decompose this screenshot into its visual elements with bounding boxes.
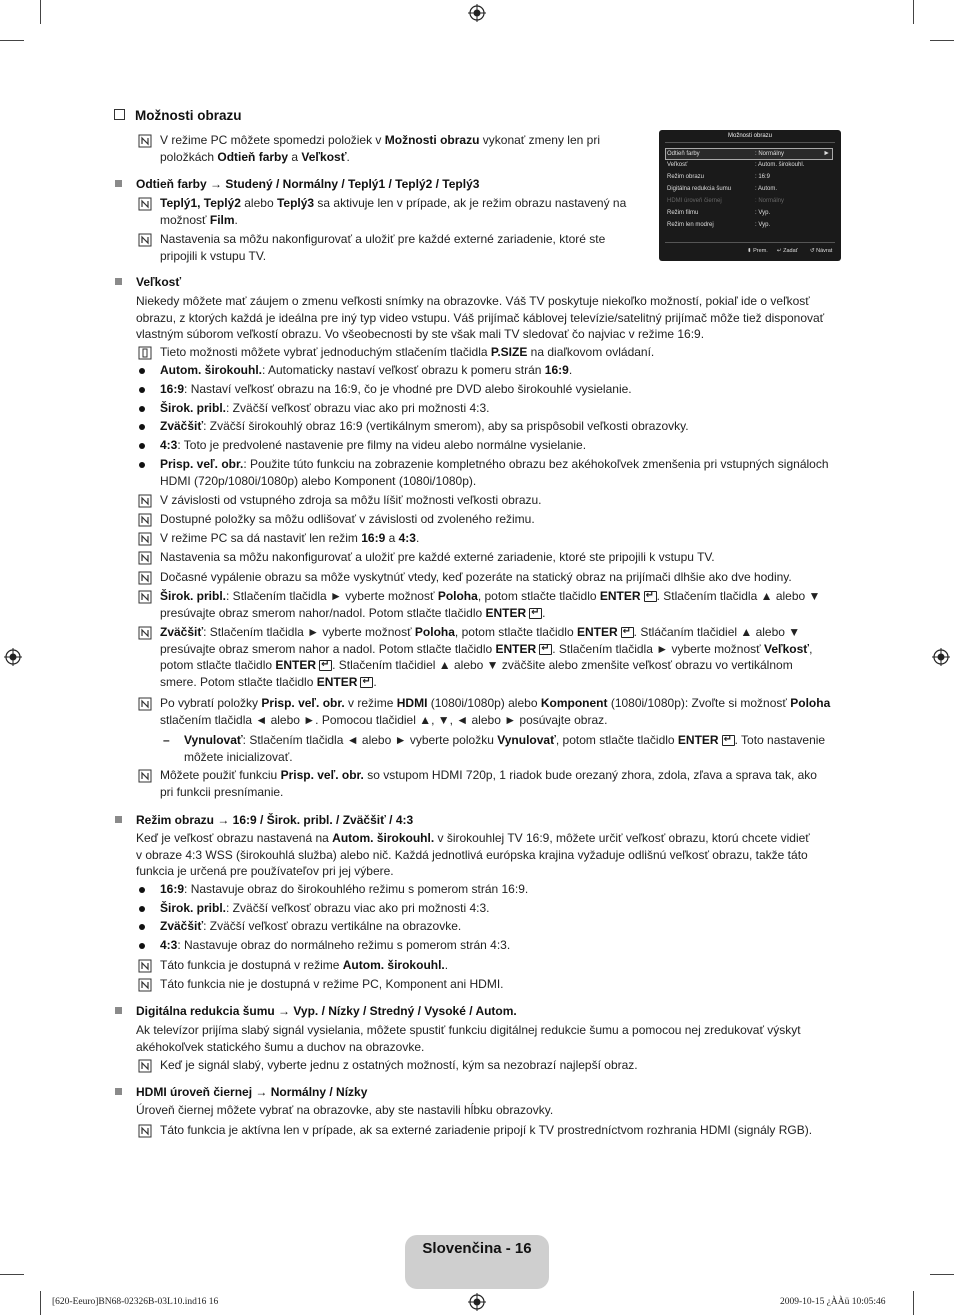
bullet-icon [139, 906, 145, 912]
menu-row-mode[interactable]: Režim obrazu : 16:9 [667, 174, 771, 180]
square-bullet-icon [115, 1007, 122, 1014]
square-bullet-icon [115, 1088, 122, 1095]
bullet-icon [139, 943, 145, 949]
size-bullet-3: Širok. pribl.: Zväčší veľkosť obrazu viac ako pri možnosti 4:3. [160, 401, 490, 415]
size-note-4: Nastavenia sa môžu nakonfigurovať a uložiť pre každé externé zariadenie, ktoré ste pripojili k vstupu TV. [160, 550, 715, 564]
size-remote-note: Tieto možnosti môžete vybrať jednoduchým stlačením tlačidla P.SIZE na diaľkovom ovládaní. [160, 345, 655, 359]
square-bullet-icon [115, 278, 122, 285]
mode-bullet-4: 4:3: Nastavuje obraz do normálneho režimu s pomerom strán 4:3. [160, 938, 511, 952]
mode-paragraph: Keď je veľkosť obrazu nastavená na Autom. širokouhl. v širokouhlej TV 16:9, môžete určiť veľkosť obrazu, ktorú chcete vidieť v obraze 4:3 WSS (širokouhlá služba) alebo nič. Každá jednotlivá európska krajina vyžaduje odlišnú veľkosť obrazu, takže táto funkcia je určená pre používateľov pri jej výbere. [136, 831, 810, 878]
print-file-info: [620-Eeuro]BN68-02326B-03L10.ind16 16 [52, 1297, 219, 1307]
size-note-8: Po vybratí položky Prisp. veľ. obr. v režime HDMI (1080i/1080p) alebo Komponent (1080i/1080p): Zvoľte si možnosť Poloha stlačením tlačidla ◄ alebo ►. Pomocou tlačidiel ▲, ▼, ◄ alebo ► posúvajte obraz. [160, 696, 831, 727]
crop-mark [40, 0, 41, 24]
enter-icon [621, 627, 634, 638]
mode-heading: Režim obrazu → 16:9 / Širok. pribl. / Zväčšiť / 4:3 [136, 813, 414, 827]
bullet-icon [139, 387, 145, 393]
hdmi-note-1: Táto funkcia je aktívna len v prípade, ak sa externé zariadenie pripojí k TV prostredníctvom rozhrania HDMI (signály RGB). [160, 1123, 813, 1137]
bullet-icon [139, 406, 145, 412]
crop-mark [0, 40, 24, 41]
note-icon [138, 197, 152, 211]
bullet-icon [139, 424, 145, 430]
size-note-3: V režime PC sa dá nastaviť len režim 16:9 a 4:3. [160, 531, 420, 545]
section-title: Možnosti obrazu [114, 108, 242, 125]
enter-icon [644, 591, 657, 602]
size-note-6: Širok. pribl.: Stlačením tlačidla ► vyberte možnosť Poloha, potom stlačte tlačidlo ENTER↵ . Stlačením tlačidla ▲ alebo ▼ presúvajte obraz smerom nahor/nadol. Potom stlačte tlačidlo ENTER↵ . [160, 588, 842, 621]
note-icon [138, 1124, 152, 1138]
enter-icon [539, 644, 552, 655]
noise-paragraph: Ak televízor prijíma slabý signál vysielania, môžete spustiť funkciu digitálnej redukcie šumu a pomocou nej zredukovať výskyt akéhokoľvek statického šumu a duchov na obrazovke. [136, 1023, 801, 1054]
note-icon [138, 571, 152, 585]
intro-note: V režime PC môžete spomedzi položiek v Možnosti obrazu vykonať zmeny len pri položkách Odtieň farby a Veľkosť. [160, 133, 600, 164]
note-icon [138, 959, 152, 973]
size-dash-item: Vynulovať: Stlačením tlačidla ◄ alebo ► vyberte položku Vynulovať, potom stlačte tlačidlo ENTER↵ . Toto nastavenie môžete inicializovať. [184, 732, 842, 765]
enter-icon: ↵ [777, 248, 782, 254]
note-icon [138, 233, 152, 247]
menu-row-hdmi: HDMI úroveň čiernej : Normálny [667, 198, 785, 204]
dash-bullet: – [163, 733, 170, 747]
remote-icon [138, 346, 152, 360]
note-icon [138, 532, 152, 546]
updown-icon: ⬍ [747, 248, 752, 254]
note-icon [138, 134, 152, 148]
note-icon [138, 1059, 152, 1073]
registration-mark-icon [4, 648, 22, 666]
size-note-9: Môžete použiť funkciu Prisp. veľ. obr. so vstupom HDMI 720p, 1 riadok bude orezaný zhora, zdola, zľava a sprava tak, ako pri funkcii presnímanie. [160, 768, 817, 799]
square-bullet-icon [115, 180, 122, 187]
registration-mark-icon [468, 4, 486, 22]
registration-mark-icon [932, 648, 950, 666]
note-icon [138, 513, 152, 527]
noise-note-1: Keď je signál slabý, vyberte jednu z ostatných možností, kým sa nezobrazí najlepší obraz. [160, 1058, 638, 1072]
tint-note-1: Teplý1, Teplý2 alebo Teplý3 sa aktivuje len v prípade, ak je režim obrazu nastavený na možnosť Film. [160, 196, 627, 227]
hdmi-paragraph: Úroveň čiernej môžete vybrať na obrazovke, aby ste nastavili hĺbku obrazovky. [136, 1103, 554, 1117]
crop-mark [930, 40, 954, 41]
size-paragraph: Niekedy môžete mať záujem o zmenu veľkosti snímky na obrazovke. Váš TV poskytuje niekoľko možností, pokiaľ ide o veľkosť obrazu, z ktorých každá je ideálna pre iný typ video vstupu. Váš prijímač káblovej televízie/satelitný prijímač môže tiež disponovať vlastným súborom veľkostí obrazu. Vo všeobecnosti by ste však mali TV sledovať čo najviac v režime 16:9. [136, 294, 825, 341]
note-icon [138, 590, 152, 604]
menu-row-tint[interactable]: Odtieň farby : Normálny ► [665, 148, 833, 160]
size-bullet-1: Autom. širokouhl.: Automaticky nastaví veľkosť obrazu k pomeru strán 16:9. [160, 363, 573, 377]
bullet-icon [139, 443, 145, 449]
note-icon [138, 551, 152, 565]
size-note-7: Zväčšiť: Stlačením tlačidla ► vyberte možnosť Poloha, potom stlačte tlačidlo ENTER↵ . Stláčaním tlačidiel ▲ alebo ▼ presúvajte obraz smerom nahor a nadol. Potom stlačte tlačidlo ENTER↵ . Stlačením tlačidla ► vyberte možnosť Veľkosť, potom stlačte tlačidlo ENTER↵ . Stlačením tlačidiel ▲ alebo ▼ zväčšite alebo zmenšite veľkosť obrazu vo vertikálnom smere. Potom stlačte tlačidlo ENTER↵ . [160, 624, 842, 690]
bullet-icon [139, 368, 145, 374]
menu-row-size[interactable]: Veľkosť : Autom. širokouhl. [667, 162, 805, 168]
bullet-icon [139, 887, 145, 893]
size-bullet-4: Zväčšiť: Zväčší širokouhlý obraz 16:9 (vertikálnym smerom), aby sa prispôsobil veľkosti obrazovky. [160, 419, 689, 433]
page-number: Slovenčina - 16 [422, 1240, 532, 1257]
nav-return: ↺ Návrat [810, 248, 833, 254]
tint-note-2: Nastavenia sa môžu nakonfigurovať a uložiť pre každé externé zariadenie, ktoré ste pripojili k vstupu TV. [160, 232, 606, 263]
size-note-5: Dočasné vypálenie obrazu sa môže vyskytnúť vtedy, keď pozeráte na statický obraz na prijímači dlhšie ako dve hodiny. [160, 570, 792, 584]
mode-bullet-3: Zväčšiť: Zväčší veľkosť obrazu vertikálne na obrazovke. [160, 919, 462, 933]
mode-note-1: Táto funkcia je dostupná v režime Autom. širokouhl.. [160, 958, 449, 972]
checkbox-icon [114, 109, 125, 120]
size-note-2: Dostupné položky sa môžu odlišovať v závislosti od zvoleného režimu. [160, 512, 535, 526]
size-bullet-5: 4:3: Toto je predvolené nastavenie pre filmy na videu alebo normálne vysielanie. [160, 438, 587, 452]
menu-row-film[interactable]: Režim filmu : Vyp. [667, 210, 771, 216]
mode-note-2: Táto funkcia nie je dostupná v režime PC, Komponent ani HDMI. [160, 977, 504, 991]
enter-icon [360, 677, 373, 688]
size-bullet-6: Prisp. veľ. obr.: Použite túto funkciu na zobrazenie kompletného obrazu bez akéhokoľvek zmenšenia pri vstupných signáloch HDMI (720p/1080i/1080p) alebo Komponent (1080i/1080p). [160, 457, 829, 488]
note-icon [138, 494, 152, 508]
note-icon [138, 769, 152, 783]
enter-icon [529, 608, 542, 619]
size-bullet-2: 16:9: Nastaví veľkosť obrazu na 16:9, čo je vhodné pre DVD alebo širokouhlé vysielanie. [160, 382, 632, 396]
note-icon [138, 978, 152, 992]
square-bullet-icon [115, 816, 122, 823]
crop-mark [913, 1291, 914, 1315]
mode-bullet-1: 16:9: Nastavuje obraz do širokouhlého režimu s pomerom strán 16:9. [160, 882, 529, 896]
note-icon [138, 626, 152, 640]
size-heading: Veľkosť [136, 275, 182, 289]
bullet-icon [139, 462, 145, 468]
menu-row-noise[interactable]: Digitálna redukcia šumu : Autom. [667, 186, 778, 192]
enter-icon [722, 735, 735, 746]
registration-mark-icon [468, 1293, 486, 1311]
note-icon [138, 697, 152, 711]
mode-bullet-2: Širok. pribl.: Zväčší veľkosť obrazu viac ako pri možnosti 4:3. [160, 901, 490, 915]
return-icon: ↺ [810, 248, 815, 254]
print-timestamp: 2009-10-15 ¿ÀÀü 10:05:46 [780, 1297, 886, 1307]
tint-heading: Odtieň farby → Studený / Normálny / Teplý1 / Teplý2 / Teplý3 [136, 177, 480, 191]
size-note-1: V závislosti od vstupného zdroja sa môžu líšiť možnosti veľkosti obrazu. [160, 493, 542, 507]
menu-title: Možnosti obrazu [727, 133, 773, 139]
menu-screenshot [659, 130, 841, 261]
arrow-right-icon: ► [823, 150, 830, 157]
crop-mark [930, 1274, 954, 1275]
hdmi-heading: HDMI úroveň čiernej → Normálny / Nízky [136, 1085, 368, 1099]
noise-heading: Digitálna redukcia šumu → Vyp. / Nízky / Stredný / Vysoké / Autom. [136, 1004, 517, 1018]
enter-icon [319, 660, 332, 671]
nav-move: ⬍ Prem. [747, 248, 768, 254]
nav-enter: ↵ Zadať [777, 248, 798, 254]
crop-mark [913, 0, 914, 24]
crop-mark [0, 1274, 24, 1275]
menu-row-blue[interactable]: Režim len modrej : Vyp. [667, 222, 771, 228]
crop-mark [40, 1291, 41, 1315]
bullet-icon [139, 924, 145, 930]
